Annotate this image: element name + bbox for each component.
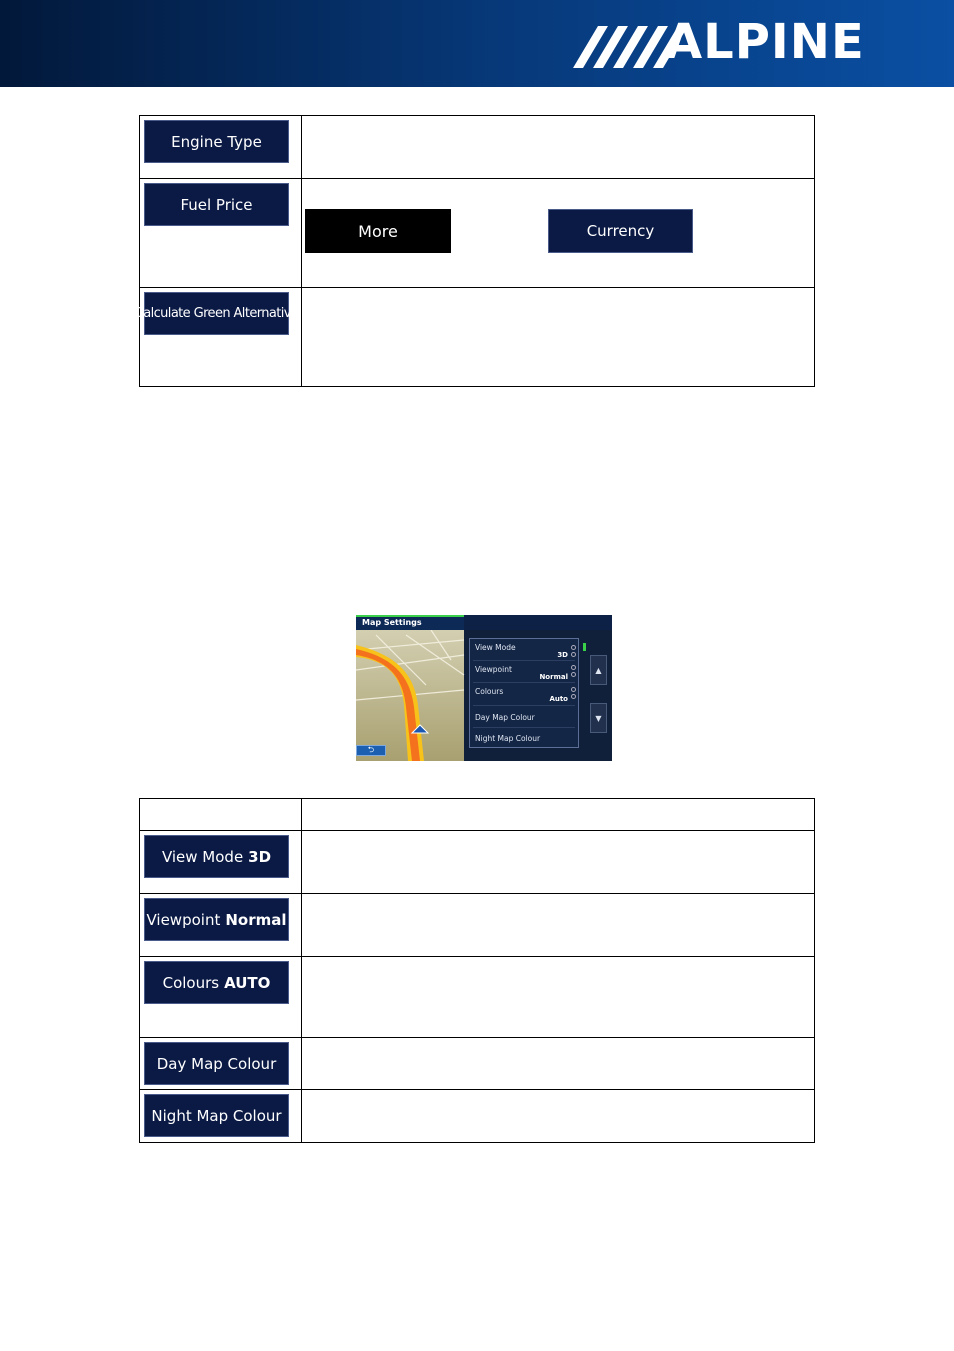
fuel-price-button[interactable]: Fuel Price <box>144 183 289 226</box>
view-mode-description <box>302 831 815 894</box>
calculate-green-alternative-button[interactable]: Calculate Green Alternative <box>144 292 289 335</box>
table-header-description-cell <box>302 799 815 831</box>
engine-type-button[interactable]: Engine Type <box>144 120 289 163</box>
engine-type-description <box>302 116 815 179</box>
scroll-up-button[interactable]: ▲ <box>590 655 607 685</box>
radio-dot <box>571 687 576 692</box>
night-map-colour-button[interactable]: Night Map Colour <box>144 1094 289 1137</box>
radio-dot <box>571 645 576 650</box>
map-settings-menu <box>469 638 579 748</box>
view-mode-value: 3D <box>557 651 568 659</box>
viewpoint-label: Viewpoint <box>146 910 221 929</box>
view-mode-3d-button[interactable] <box>144 835 289 878</box>
settings-table-map <box>139 798 815 1143</box>
green-alternative-description <box>302 288 815 387</box>
alpine-logo-text: ALPINE <box>665 14 865 70</box>
menu-item-night-map-colour[interactable]: Night Map Colour <box>475 734 541 743</box>
colours-value-label: AUTO <box>224 973 271 992</box>
day-map-colour-description <box>302 1038 815 1090</box>
page-header <box>0 0 954 87</box>
screenshot-title: Map Settings <box>362 618 422 627</box>
menu-item-day-map-colour[interactable]: Day Map Colour <box>475 713 535 722</box>
radio-dot <box>571 652 576 657</box>
more-button[interactable]: More <box>305 209 451 253</box>
menu-item-viewpoint[interactable]: Viewpoint <box>475 665 512 674</box>
colours-description <box>302 957 815 1038</box>
menu-divider <box>473 727 575 728</box>
viewpoint-normal-button[interactable] <box>144 898 289 941</box>
currency-button[interactable]: Currency <box>548 209 693 253</box>
scroll-indicator <box>583 643 586 651</box>
back-button[interactable]: ⮌ <box>356 745 386 756</box>
colours-value: Auto <box>549 695 568 703</box>
view-mode-value-label: 3D <box>248 847 272 866</box>
colours-label: Colours <box>162 973 220 992</box>
radio-dot <box>571 694 576 699</box>
radio-dot <box>571 665 576 670</box>
view-mode-label: View Mode <box>161 847 244 866</box>
day-map-colour-button[interactable]: Day Map Colour <box>144 1042 289 1085</box>
menu-divider <box>473 705 575 706</box>
menu-divider <box>473 682 575 683</box>
scroll-down-button[interactable]: ▼ <box>590 703 607 733</box>
menu-divider <box>473 660 575 661</box>
viewpoint-value: Normal <box>539 673 568 681</box>
colours-auto-button[interactable] <box>144 961 289 1004</box>
menu-item-view-mode[interactable]: View Mode <box>475 643 516 652</box>
viewpoint-description <box>302 894 815 957</box>
night-map-colour-description <box>302 1090 815 1143</box>
table-header-button-cell <box>140 799 302 831</box>
viewpoint-value-label: Normal <box>225 910 287 929</box>
settings-table-vehicle <box>134 115 815 387</box>
menu-item-colours[interactable]: Colours <box>475 687 504 696</box>
radio-dot <box>571 672 576 677</box>
map-settings-screenshot <box>356 615 612 761</box>
